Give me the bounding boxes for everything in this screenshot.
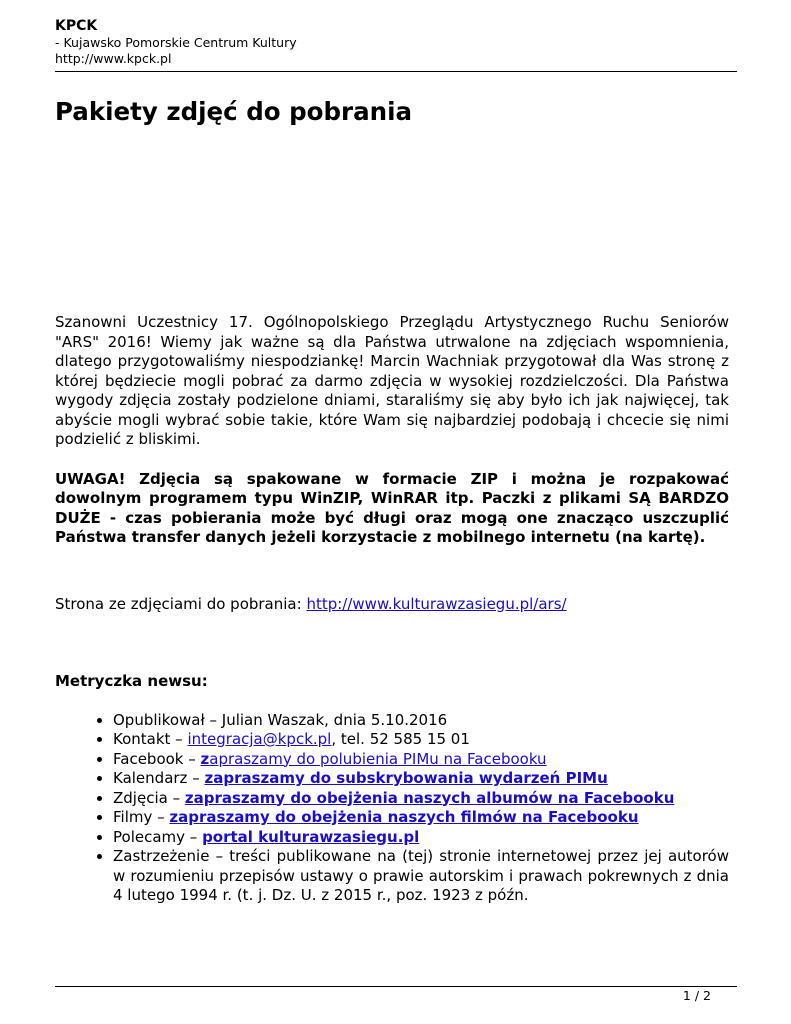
photos-link-label: Strona ze zdjęciami do pobrania: <box>55 594 302 613</box>
list-item-recommend <box>113 828 729 848</box>
site-name: KPCK <box>55 18 98 34</box>
contact-email-link[interactable]: integracja@kpck.pl <box>187 730 332 748</box>
footer-divider <box>55 986 737 987</box>
photos-albums-link[interactable]: zapraszamy do obejżenia naszych albumów na Facebooku <box>184 788 675 807</box>
intro-paragraph: Szanowni Uczestnicy 17. Ogólnopolskiego Przeglądu Artystycznego Ruchu Seniorów "ARS" 2016! Wiemy jak ważne są dla Państwa utrwalone na zdjęciach wspomnienia, dlatego przygotowaliśmy niespodziankę! Marcin Wachniak przygotował dla Was stronę z której będziecie mogli pobrać za darmo zdjęcia w wysokiej rozdzielczości. Dla Państwa wygody zdjęcia zostały podzielone dniami, staraliśmy się aby było ich jak najwięcej, tak abyście mogli wybrać sobie takie, które Wam się najbardziej podobają i chcecie się nimi podzielić z bliskimi. <box>55 313 729 448</box>
article-body <box>55 313 729 906</box>
site-subtitle: - Kujawsko Pomorskie Centrum Kultury <box>55 35 297 50</box>
meta-list <box>55 711 729 906</box>
warning-paragraph: UWAGA! Zdjęcia są spakowane w formacie ZIP i można je rozpakować dowolnym programem typu WinZIP, WinRAR itp. Paczki z plikami SĄ BARDZO DUŻE - czas pobierania może być długi oraz mogą one znacząco uszczuplić Państwa transfer danych jeżeli korzystacie z mobilnego internetu (na kartę). <box>55 469 729 546</box>
contact-prefix: Kontakt – <box>113 730 183 748</box>
photos-link-line <box>55 595 729 615</box>
site-url: http://www.kpck.pl <box>55 51 172 66</box>
header-divider <box>55 71 737 72</box>
facebook-link-first-letter: z <box>200 749 210 768</box>
published-text: Opublikował – Julian Waszak, dnia 5.10.2016 <box>113 710 448 729</box>
contact-phone: , tel. 52 585 15 01 <box>331 730 470 748</box>
facebook-link-text: apraszamy do polubienia PIMu na Facebooku <box>209 749 547 768</box>
films-link[interactable]: zapraszamy do obejżenia naszych filmów na Facebooku <box>169 808 639 826</box>
list-item-photos <box>113 789 729 809</box>
disclaimer-text: Zastrzeżenie – treści publikowane na (tej) stronie internetowej przez jej autorów w rozumieniu przepisów ustawy o prawie autorskim i prawach pokrewnych z dnia 4 lutego 1994 r. (t. j. Dz. U. z 2015 r., poz. 1923 z późn. <box>113 847 729 904</box>
list-item-facebook <box>113 750 729 770</box>
page-number: 1 / 2 <box>682 988 711 1003</box>
page-title: Pakiety zdjęć do pobrania <box>55 97 413 126</box>
photos-prefix: Zdjęcia – <box>113 788 181 807</box>
facebook-prefix: Facebook – <box>113 749 196 768</box>
list-item-disclaimer <box>113 847 729 906</box>
calendar-link[interactable]: zapraszamy do subskrybowania wydarzeń PIMu <box>204 769 608 787</box>
page-header <box>55 17 737 67</box>
recommend-prefix: Polecamy – <box>113 827 198 846</box>
facebook-link[interactable] <box>201 750 547 768</box>
portal-link[interactable]: portal kulturawzasiegu.pl <box>202 827 420 846</box>
films-prefix: Filmy – <box>113 808 165 826</box>
list-item-calendar <box>113 769 729 789</box>
calendar-prefix: Kalendarz – <box>113 769 200 787</box>
meta-heading: Metryczka newsu: <box>55 672 208 690</box>
list-item-films <box>113 808 729 828</box>
photos-page-link[interactable]: http://www.kulturawzasiegu.pl/ars/ <box>306 594 567 613</box>
list-item-contact <box>113 730 729 750</box>
list-item-published <box>113 711 729 731</box>
